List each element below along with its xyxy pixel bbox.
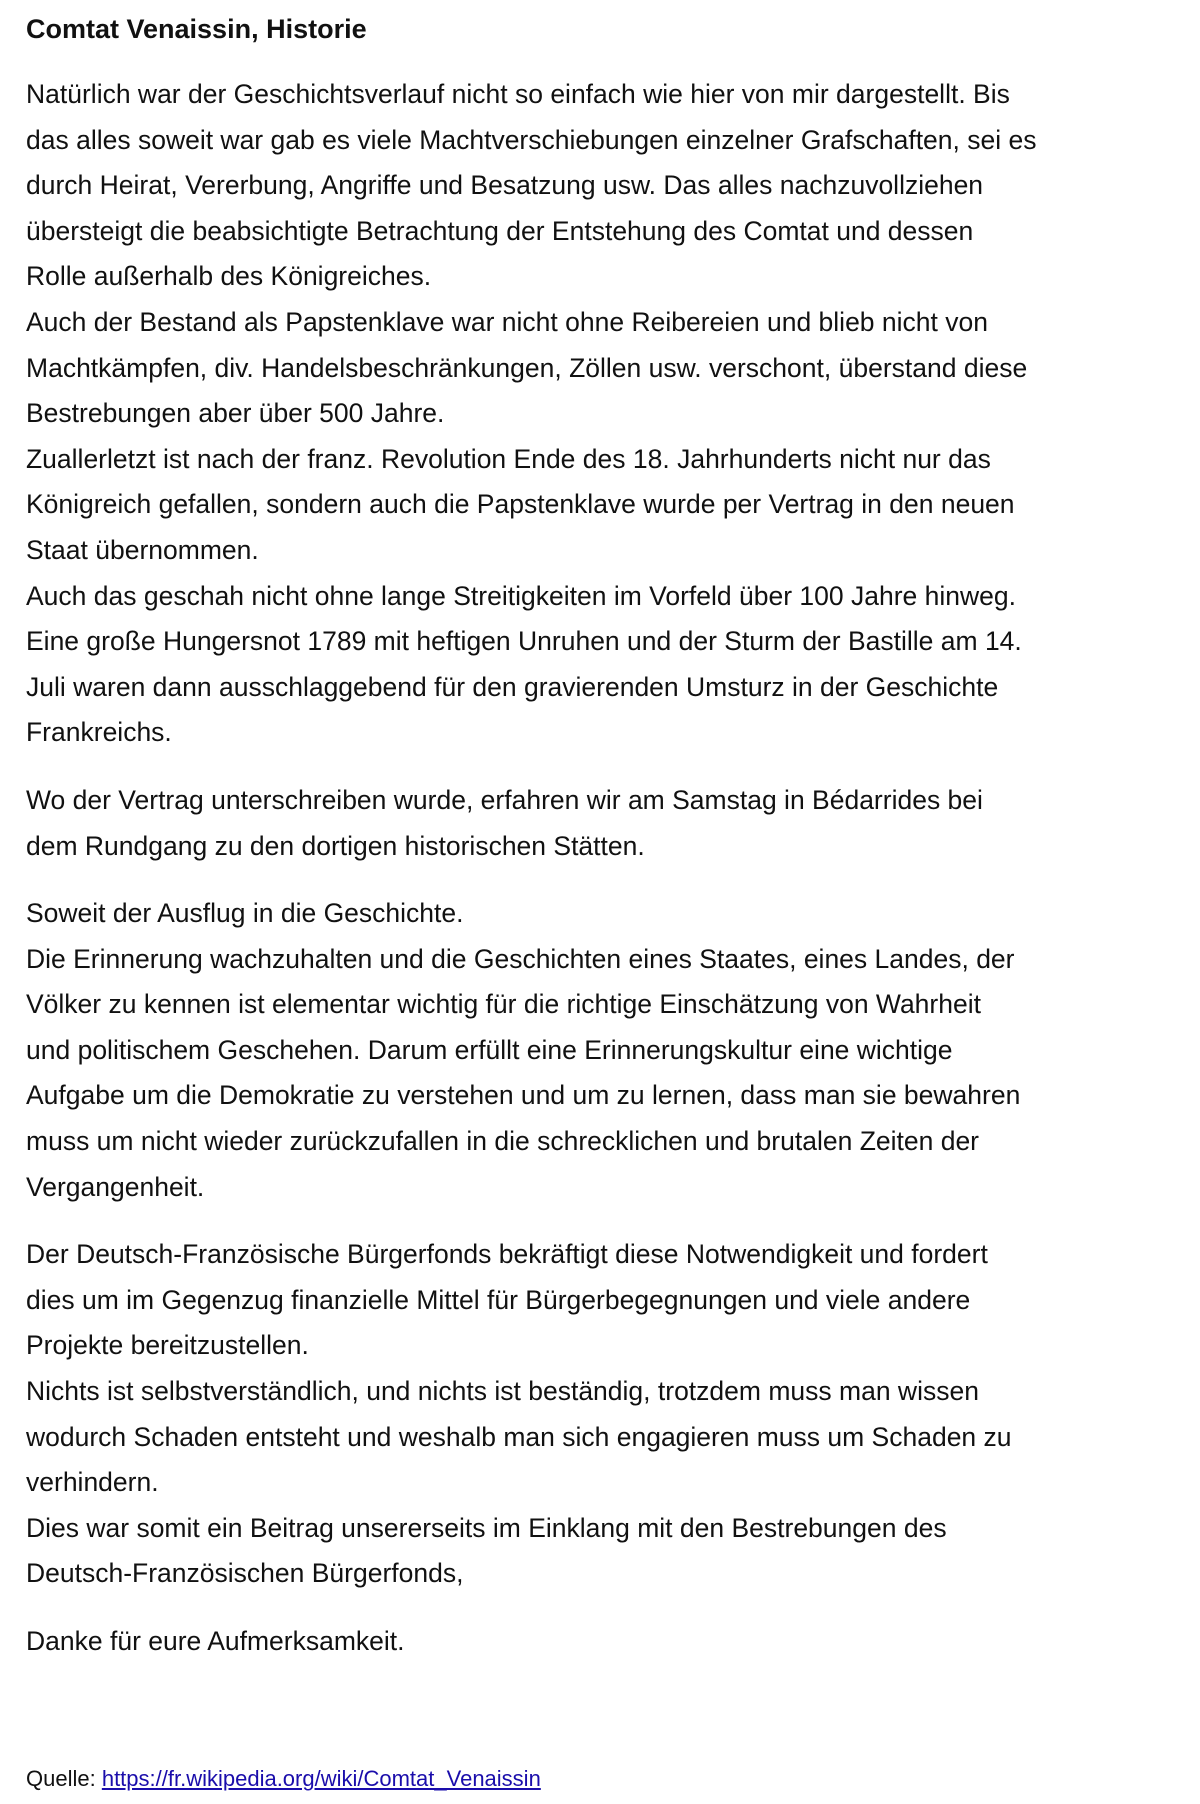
- text-line: Machtkämpfen, div. Handelsbeschränkungen, Zöllen usw. verschont, überstand diese: [26, 352, 1028, 383]
- text-line: Dies war somit ein Beitrag unsererseits im Einklang mit den Bestrebungen des: [26, 1512, 947, 1543]
- text-line: Auch das geschah nicht ohne lange Streitigkeiten im Vorfeld über 100 Jahre hinweg.: [26, 580, 1016, 611]
- source-label: Quelle:: [26, 1766, 102, 1791]
- paragraph: [26, 778, 1174, 869]
- text-line: Völker zu kennen ist elementar wichtig für die richtige Einschätzung von Wahrheit: [26, 989, 981, 1020]
- paragraph: [26, 72, 1174, 756]
- document-body: [26, 72, 1174, 1665]
- paragraph: [26, 1619, 1174, 1665]
- text-line: Soweit der Ausflug in die Geschichte.: [26, 898, 464, 929]
- text-line: Die Erinnerung wachzuhalten und die Geschichten eines Staates, eines Landes, der: [26, 943, 1015, 974]
- text-line: Eine große Hungersnot 1789 mit heftigen Unruhen und der Sturm der Bastille am 14.: [26, 626, 1022, 657]
- text-line: Frankreichs.: [26, 717, 172, 748]
- text-line: und politischem Geschehen. Darum erfüllt eine Erinnerungskultur eine wichtige: [26, 1034, 953, 1065]
- text-line: Rolle außerhalb des Königreiches.: [26, 261, 432, 292]
- text-line: durch Heirat, Vererbung, Angriffe und Besatzung usw. Das alles nachzuvollziehen: [26, 170, 984, 201]
- text-line: Der Deutsch-Französische Bürgerfonds bekräftigt diese Notwendigkeit und fordert: [26, 1239, 988, 1270]
- text-line: Staat übernommen.: [26, 534, 259, 565]
- text-line: Nichts ist selbstverständlich, und nichts ist beständig, trotzdem muss man wissen: [26, 1376, 979, 1407]
- text-line: Zuallerletzt ist nach der franz. Revolution Ende des 18. Jahrhunderts nicht nur das: [26, 443, 991, 474]
- text-line: verhindern.: [26, 1467, 159, 1498]
- text-line: Natürlich war der Geschichtsverlauf nicht so einfach wie hier von mir dargestellt. Bis: [26, 79, 1010, 109]
- text-line: Bestrebungen aber über 500 Jahre.: [26, 398, 445, 429]
- text-line: Vergangenheit.: [26, 1171, 205, 1202]
- text-line: dem Rundgang zu den dortigen historischen Stätten.: [26, 830, 645, 861]
- text-line: Deutsch-Französischen Bürgerfonds,: [26, 1558, 464, 1589]
- document-title: Comtat Venaissin, Historie: [26, 14, 367, 44]
- paragraph: [26, 1232, 1174, 1597]
- text-line: übersteigt die beabsichtigte Betrachtung der Entstehung des Comtat und dessen: [26, 215, 974, 246]
- text-line: Projekte bereitzustellen.: [26, 1330, 309, 1361]
- text-line: Danke für eure Aufmerksamkeit.: [26, 1626, 405, 1656]
- text-line: Aufgabe um die Demokratie zu verstehen und um zu lernen, dass man sie bewahren: [26, 1080, 1021, 1111]
- text-line: Königreich gefallen, sondern auch die Papstenklave wurde per Vertrag in den neuen: [26, 489, 1015, 520]
- text-line: wodurch Schaden entsteht und weshalb man sich engagieren muss um Schaden zu: [26, 1421, 1012, 1452]
- text-line: das alles soweit war gab es viele Machtverschiebungen einzelner Grafschaften, sei es: [26, 124, 1037, 155]
- text-line: muss um nicht wieder zurückzufallen in die schrecklichen und brutalen Zeiten der: [26, 1126, 980, 1157]
- source-footer: [26, 1764, 541, 1794]
- document-page: [26, 10, 1174, 1687]
- paragraph: [26, 891, 1174, 1210]
- text-line: Auch der Bestand als Papstenklave war nicht ohne Reibereien und blieb nicht von: [26, 306, 988, 337]
- source-link[interactable]: https://fr.wikipedia.org/wiki/Comtat_Venaissin: [101, 1766, 541, 1791]
- text-line: dies um im Gegenzug finanzielle Mittel für Bürgerbegegnungen und viele andere: [26, 1284, 971, 1315]
- text-line: Juli waren dann ausschlaggebend für den gravierenden Umsturz in der Geschichte: [26, 671, 999, 702]
- text-line: Wo der Vertrag unterschreiben wurde, erfahren wir am Samstag in Bédarrides bei: [26, 784, 983, 815]
